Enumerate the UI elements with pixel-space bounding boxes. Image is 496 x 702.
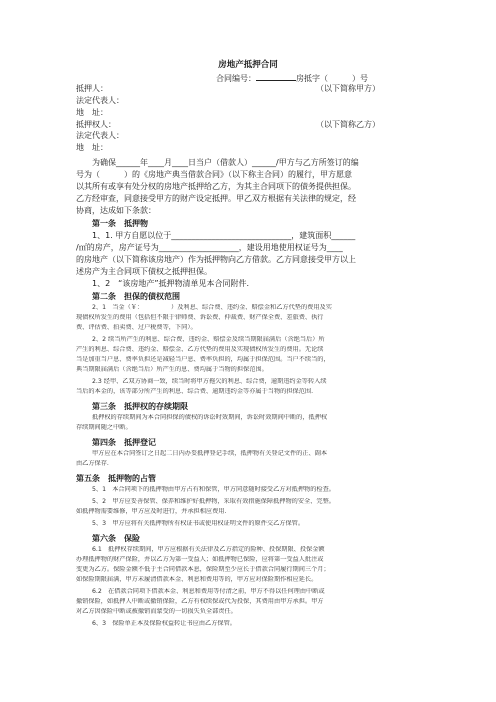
art5-2a: 5、2 甲方应妥善保管、保养和维护好抵押物，采取有效措施保障抵押物的安全、完整。 [92, 498, 335, 505]
art2-1a: 2、1 当金（￥： ）及利息、综合费、违约金、赔偿金和乙方代垫的费用及实 [92, 304, 332, 311]
preamble-line-2: 号为（ ）的《房地产典当借款合同》（以下称主合同）的履行，甲方愿意 [76, 170, 352, 179]
art1-1b: /㎡的房产，房产证号为____________________，建设用地使用权证号为____ [76, 243, 343, 252]
art1-1c: 的房地产（以下简称该房地产）作为抵押物向乙方借款。乙方同意接受甲方以上 [76, 255, 356, 264]
art6-1b: 办理抵押物的财产保险，并以乙方为第一受益人；如抵押物已保险，应将第一受益人批注或 [76, 556, 324, 563]
article-2-title: 第二条 担保的债权范围 [92, 292, 180, 301]
mortgagee-label: 抵押权人： [76, 120, 116, 129]
art6-2b: 撤销保险，如抵押人中断或撤销保险，乙方有权续保或代为投保，其费用由甲方承担。甲方 [76, 598, 324, 605]
contract-no-label: 合同编号： [216, 74, 256, 83]
preamble-line-3: 以其所有或享有处分权的房地产抵押给乙方，为其主合同项下的债务提供担保。 [76, 182, 356, 191]
art2-3a: 2.3 经甲、乙双方协商一致，续当时将甲方拖欠的利息、综合费，逾期违约金等转入续 [92, 378, 327, 385]
art6-2a: 6.2 在借款合同项下借款本金、利息和费用等付清之前，甲方不得以任何理由中断或 [92, 588, 325, 595]
preamble-line-4: 乙方经审查，同意接受甲方的财产设定抵押。甲乙双方根据有关法律的规定，经 [76, 194, 356, 203]
art1-2: 1、2 “该房地产”抵押物清单见本合同附件. [92, 279, 250, 288]
art2-1c: 费、评估费、拍卖费、过户税费等，下同）。 [76, 324, 197, 331]
art6-1d: 如保险期限届满，甲方未履清借款本金、利息和费用等的，甲方应对保险期作相应延长。 [76, 576, 318, 583]
blank [256, 73, 296, 81]
art3-b: 存续期间随之中断。 [76, 424, 132, 431]
mortgagee-line [76, 120, 426, 130]
art1-1a: 1、1. 甲方自愿以位于______________________________，建筑面积______ [92, 231, 356, 240]
art5-2b: 如抵押物需要维修，甲方应及时进行，并承担相应费用. [76, 508, 227, 515]
art6-1c: 变更为乙方。保险金额不低于主合同借款本息，保险期至少应长于借款合同履行期间三个月； [76, 566, 330, 573]
art6-3: 6、3 保险单正本及保险权益转让书应由乙方保管。 [92, 620, 236, 627]
article-1-title: 第一条 抵押物 [92, 219, 148, 228]
art2-1b: 现债权所发生的费用（包括但不限于律师费、诉讼费、仲裁费、财产保全费、差旅费、执行 [76, 314, 324, 321]
address-2: 地 址： [76, 143, 108, 152]
art2-3b: 当后的本金的，该等部分所产生的利息、综合费、逾期违约金等亦属于当物的担保范围. [76, 388, 314, 395]
mortgagor-label: 抵押人： [76, 84, 108, 93]
art5-3: 5、3 甲方应将有关抵押物所有权证书或使用权证明文件的原件交乙方保管。 [92, 520, 305, 527]
art2-2d: 典当期限届满后（含绝当后）所产生的息、费均属于当物的担保范围。 [76, 366, 268, 373]
preamble-line-1: 为确保______年____月____日当户（借款人）______/甲方与乙方所签订的编 [92, 158, 359, 167]
legal-rep-1: 法定代表人： [76, 96, 124, 105]
mortgagee-short: （以下简称乙方） [316, 120, 380, 129]
art4-b: 由乙方保存. [76, 460, 109, 467]
mortgagor-short: （以下简称甲方） [316, 84, 380, 93]
mortgagor-line [76, 84, 426, 94]
art6-1a: 6.1 抵押权存续期间，甲方应根据有关法律及乙方指定的险种、投保期限、投保金额 [92, 546, 325, 553]
article-5-title: 第五条 抵押物的占管 [76, 474, 156, 483]
preamble-line-5: 协商，达成如下条款： [76, 206, 156, 215]
art2-2a: 2、2 续当所产生的利息、综合费、违约金、赔偿金及续当期限届满后（含绝当后）所 [92, 336, 325, 343]
contract-no-end: ）号 [352, 74, 368, 83]
address-1: 地 址： [76, 108, 108, 117]
art5-1: 5、1 本合同项下的抵押物由甲方占有和保管，甲方同意随时接受乙方对抵押物的检查。 [92, 486, 335, 493]
article-6-title: 第六条 保险 [92, 534, 140, 543]
art2-2c: 当是加重当户息、费率负担还是减轻当户息、费率负担的，均属于担保范围。当户不续当的， [76, 356, 330, 363]
article-4-title: 第四条 抵押登记 [92, 438, 156, 447]
document-title: 房地产抵押合同 [218, 60, 278, 70]
contract-no-mid: 房抵字（ [296, 74, 328, 83]
art4-a: 甲方应在本合同签订之日起二日内办妥抵押登记手续，抵押物有关登记文件的正、副本 [92, 450, 328, 457]
art6-2c: 对乙方因保险中断或被撤销而蒙受的一切损失负全部责任。 [76, 608, 237, 615]
art1-1d: 述房产为主合同项下债权之抵押担保。 [76, 267, 212, 276]
article-3-title: 第三条 抵押权的存续期限 [92, 402, 188, 411]
legal-rep-2: 法定代表人： [76, 131, 124, 140]
art3-a: 抵押权的存续期间为本合同担保的债权的诉讼时效期间，诉讼时效期间中断的，抵押权 [92, 414, 328, 421]
contract-number-line [216, 73, 436, 84]
art2-2b: 产生的利息、综合费、违约金、赔偿金、乙方代垫的费用及实现债权所发生的费用。无论续 [76, 346, 324, 353]
